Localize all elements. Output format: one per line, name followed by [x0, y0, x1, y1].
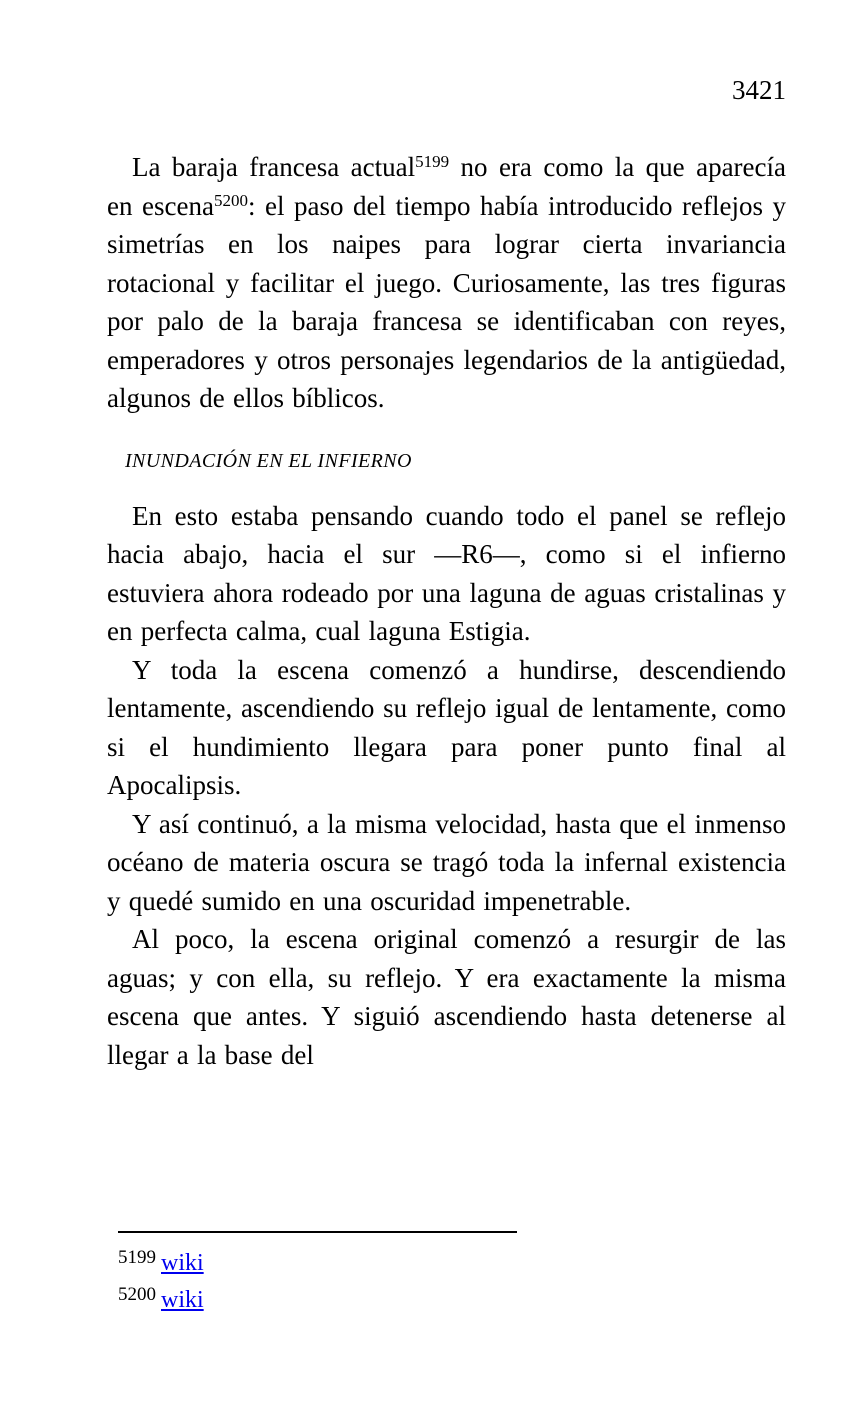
paragraph-4: Y así continuó, a la misma velocidad, hasta que el inmenso océano de materia oscura se tragó toda la infernal existencia y quedé sumido en una oscuridad impenetrable.: [107, 808, 786, 916]
text-run: : el paso del tiempo había introducido reflejos y simetrías en los naipes para lograr cierta invariancia rotacional y facilitar el juego. Curiosamente, las tres figuras por palo de la baraja francesa se identificaban con reyes, emperadores y otros personajes legendarios de la antigüedad, algunos de ellos bíblicos.: [107, 190, 786, 413]
footnote-2: [118, 1279, 786, 1316]
footnotes-section: [107, 1231, 786, 1316]
paragraph-5: Al poco, la escena original comenzó a resurgir de las aguas; y con ella, su reflejo. Y era exactamente la misma escena que antes. Y siguió ascendiendo hasta detenerse al llegar a la base del: [107, 924, 786, 1070]
footnote-number: 5200: [118, 1284, 156, 1305]
footnote-ref-5199[interactable]: 5199: [415, 152, 450, 171]
paragraph-2: En esto estaba pensando cuando todo el panel se reflejo hacia abajo, hacia el sur —R6—, como si el infierno estuviera ahora rodeado por una laguna de aguas cristalinas y en perfecta calma, cual laguna Estigia.: [107, 500, 786, 646]
text-run: La baraja francesa actual: [132, 152, 416, 182]
footnote-1: [118, 1242, 786, 1279]
text-run: no era como la que aparecía en escena: [107, 152, 786, 221]
footnote-ref-5200[interactable]: 5200: [213, 190, 248, 210]
paragraph-1: [107, 148, 786, 418]
text-block: [107, 148, 786, 1074]
footnote-number: 5199: [118, 1247, 156, 1268]
paragraph-3: Y toda la escena comenzó a hundirse, descendiendo lentamente, ascendiendo su reflejo igual de lentamente, como si el hundimiento llegara para poner punto final al Apocalipsis.: [107, 654, 786, 800]
section-heading: INUNDACIÓN EN EL INFIERNO: [125, 449, 412, 472]
footnote-wiki-link[interactable]: wiki: [161, 1287, 204, 1313]
footnote-separator-rule: [118, 1231, 517, 1233]
page-number: 3421: [732, 75, 786, 105]
footnote-wiki-link[interactable]: wiki: [161, 1250, 204, 1276]
